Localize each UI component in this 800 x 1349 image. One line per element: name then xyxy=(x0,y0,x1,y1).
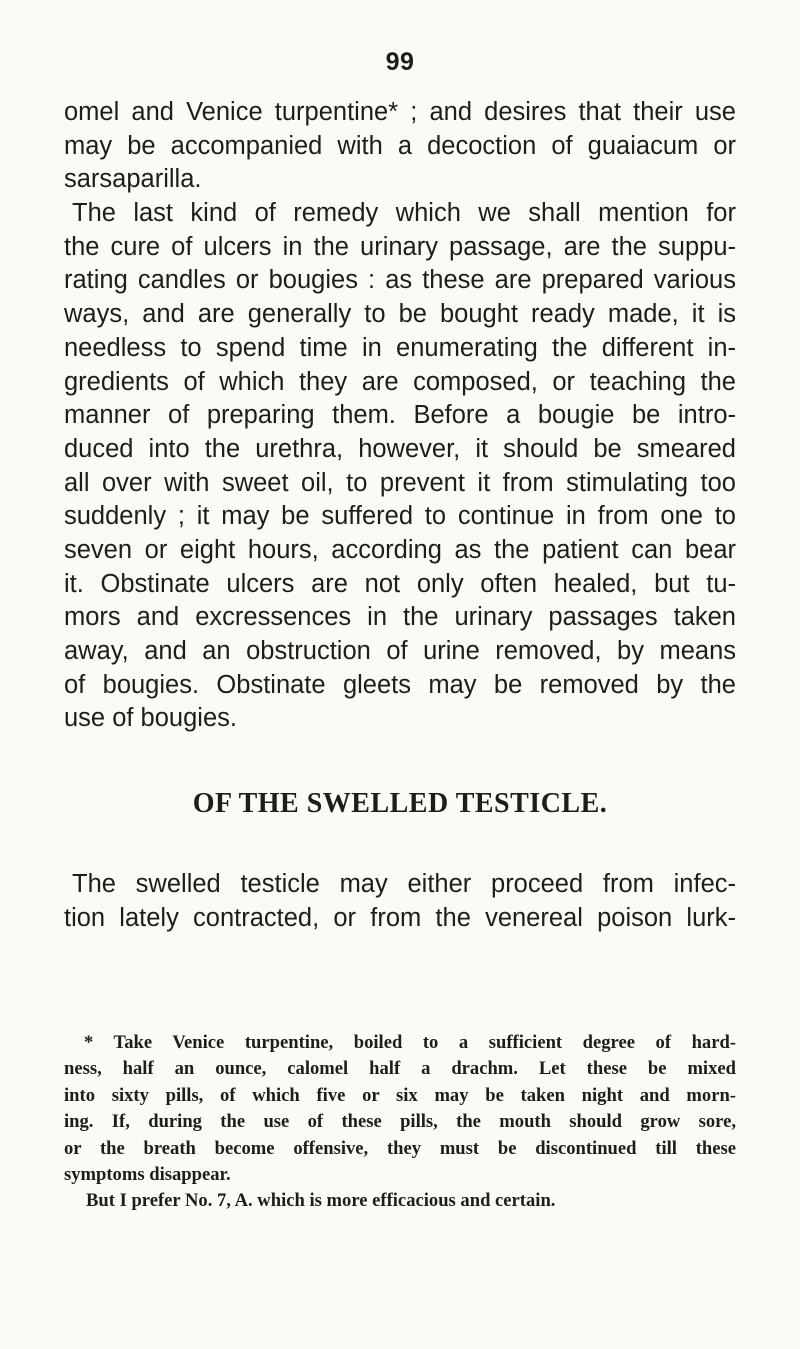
footnote-line: But I prefer No. 7, A. which is more efficacious and certain. xyxy=(86,1190,556,1212)
page-number: 99 xyxy=(385,48,415,76)
text-line: of bougies. Obstinate gleets may be removed by the xyxy=(64,670,736,699)
text-line: The last kind of remedy which we shall mention for xyxy=(72,199,736,228)
main-text xyxy=(64,96,736,736)
footnote-line: ing. If, during the use of these pills, the mouth should grow sore, xyxy=(64,1111,736,1133)
text-line: sarsaparilla. xyxy=(64,165,202,194)
text-line: omel and Venice turpentine* ; and desires that their use xyxy=(64,98,736,126)
text-line: The swelled testicle may either proceed from infec- xyxy=(72,870,736,898)
text-line: may be accompanied with a decoction of guaiacum or xyxy=(64,131,736,160)
footnote-line: or the breath become offensive, they must be discontinued till these xyxy=(64,1137,736,1159)
text-line: gredients of which they are composed, or teaching the xyxy=(64,367,736,396)
text-line: tion lately contracted, or from the venereal poison lurk- xyxy=(64,903,736,932)
text-line: it. Obstinate ulcers are not only often healed, but tu- xyxy=(64,569,736,598)
footnote xyxy=(64,1030,736,1215)
footnote-line: into sixty pills, of which five or six may be taken night and morn- xyxy=(64,1084,736,1106)
text-line: manner of preparing them. Before a bougie be intro- xyxy=(64,401,736,430)
footnote-line: symptoms disappear. xyxy=(64,1163,231,1185)
text-line: all over with sweet oil, to prevent it from stimulating too xyxy=(64,468,736,497)
text-line: rating candles or bougies : as these are prepared various xyxy=(64,266,736,295)
section-heading: OF THE SWELLED TESTICLE. xyxy=(192,788,608,819)
text-line: use of bougies. xyxy=(64,704,237,733)
text-line: needless to spend time in enumerating the different in- xyxy=(64,333,736,362)
text-line: away, and an obstruction of urine removed, by means xyxy=(64,637,736,665)
text-line: ways, and are generally to be bought ready made, it is xyxy=(64,300,736,329)
footnote-line: * Take Venice turpentine, boiled to a sufficient degree of hard- xyxy=(84,1032,736,1053)
text-line: duced into the urethra, however, it should be smeared xyxy=(64,434,736,463)
section-text xyxy=(64,868,736,935)
text-line: suddenly ; it may be suffered to continue in from one to xyxy=(64,502,736,531)
text-line: seven or eight hours, according as the patient can bear xyxy=(64,535,736,564)
footnote-line: ness, half an ounce, calomel half a drachm. Let these be mixed xyxy=(64,1058,736,1080)
text-line: mors and excressences in the urinary passages taken xyxy=(64,603,736,632)
text-line: the cure of ulcers in the urinary passage, are the suppu- xyxy=(64,232,736,261)
